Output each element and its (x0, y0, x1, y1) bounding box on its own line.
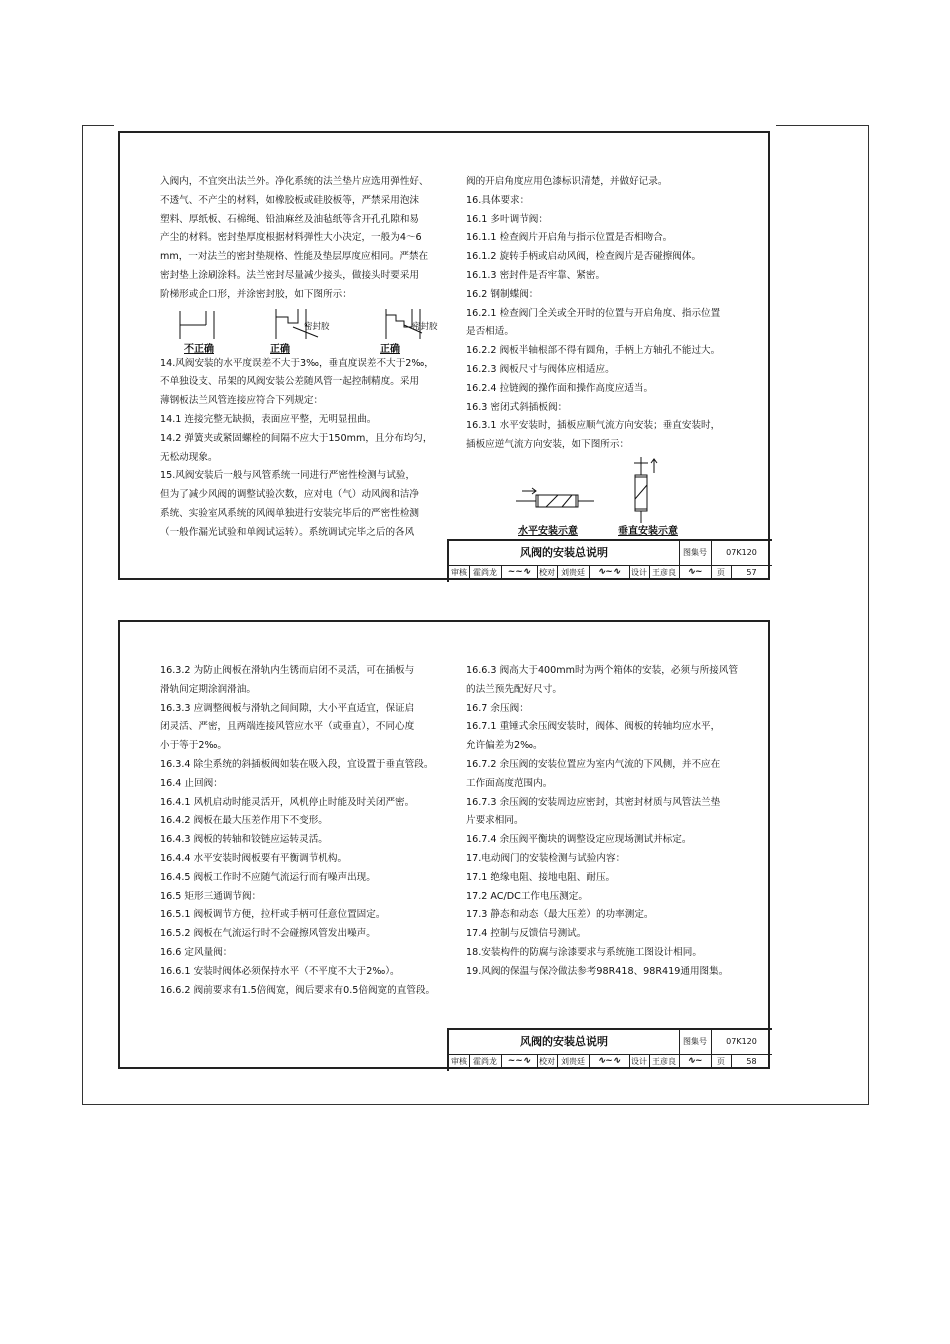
vertical-install-label: 垂直安装示意 (618, 525, 678, 537)
text-line: 闭灵活、严密，且两端连接风管应水平（或垂直），不同心度 (160, 721, 415, 733)
page-label: 页 (711, 565, 732, 580)
text-line: 工作面高度范围内。 (466, 777, 553, 789)
atlas-number: 07K120 (726, 1037, 757, 1046)
text-line: 14.2 弹簧夹或紧固螺栓的间隔不应大于150mm，且分布均匀， (160, 432, 433, 444)
sheet-border-left (82, 125, 83, 1105)
text-line: 16.4 止回阀： (160, 777, 223, 789)
page58-left-column (160, 662, 440, 1000)
seal-annotation: 密封胶 (412, 321, 438, 332)
text-line: 16.1.2 旋转手柄或启动风阀，检查阀片是否碰擦阀体。 (466, 251, 702, 263)
horizontal-install-label: 水平安装示意 (518, 525, 578, 537)
text-line: 的法兰预先配好尺寸。 (466, 683, 562, 695)
page-number: 58 (746, 1057, 757, 1066)
review-label: 审核 (449, 565, 470, 580)
text-line: 16.7 余压阀： (466, 702, 529, 714)
check-label: 校对 (537, 565, 558, 580)
text-line: 16.3.1 水平安装时，插板应顺气流方向安装；垂直安装时， (466, 420, 721, 432)
text-line: 16.6.1 安装时阀体必须保持水平（不平度不大于2‰）。 (160, 965, 400, 977)
correct-label: 正确 (270, 343, 290, 355)
text-line: 是否相适。 (466, 326, 514, 338)
text-line: 入阀内，不宜突出法兰外。净化系统的法兰垫片应选用弹性好、 (160, 176, 429, 187)
text-line: 阀的开启角度应用色漆标识清楚，并做好记录。 (466, 176, 668, 187)
reviewer-name: 霍尚龙 (469, 565, 502, 580)
text-line: 片要求相同。 (466, 815, 524, 827)
title-block-title: 风阀的安装总说明 (449, 1030, 680, 1054)
reviewer-signature: ~~∿ (501, 1054, 538, 1069)
text-line: 16.3 密闭式斜插板阀： (466, 401, 568, 413)
text-line: 系统、实验室风系统的风阀单独进行安装完毕后的严密性检测 (160, 507, 420, 519)
incorrect-label: 不正确 (184, 343, 214, 355)
text-line: 18.安装构件的防腐与涂漆要求与系统施工图设计相同。 (466, 946, 702, 958)
text-line: 允许偏差为2‰。 (466, 740, 543, 752)
correct-label: 正确 (380, 343, 400, 355)
flange-seal-figure (160, 307, 440, 355)
text-line: 16.6 定风量阀： (160, 946, 233, 958)
text-line: 16.4.1 风机启动时能灵活开，风机停止时能及时关闭严密。 (160, 796, 415, 808)
title-block-title: 风阀的安装总说明 (449, 541, 680, 565)
text-line: 19.风阀的保温与保冷做法参考98R418、98R419通用图集。 (466, 965, 729, 977)
text-line: 15.风阀安装后一般与风管系统一同进行严密性检测与试验， (160, 470, 416, 482)
text-line: 滑轨间定期涂润滑油。 (160, 683, 256, 695)
text-line: 16.4.4 水平安装时阀板要有平衡调节机构。 (160, 852, 348, 864)
title-block (447, 539, 772, 582)
text-line: 16.4.5 阀板工作时不应随气流运行而有噪声出现。 (160, 871, 376, 883)
text-line: mm，一对法兰的密封垫规格、性能及垫层厚度应相同。严禁在 (160, 251, 429, 263)
text-line: 16.2.1 检查阀门全关或全开时的位置与开启角度、指示位置 (466, 307, 721, 319)
designer-signature: ∿~ (679, 565, 712, 580)
drawing-page-57 (118, 131, 770, 580)
text-line: 阶梯形或企口形，并涂密封胶，如下图所示： (160, 288, 352, 300)
page57-right-column (466, 173, 762, 543)
text-line: 16.6.3 阀高大于400mm时为两个箱体的安装，必须与所接风管 (466, 665, 739, 676)
slide-gate-install-figure (466, 455, 762, 543)
text-line: 17.电动阀门的安装检测与试验内容： (466, 852, 626, 864)
text-line: 16.7.3 余压阀的安装周边应密封，其密封材质与风管法兰垫 (466, 796, 721, 808)
text-line: 16.2.3 阀板尺寸与阀体应相适应。 (466, 363, 615, 375)
text-line: 17.2 AC/DC工作电压测定。 (466, 890, 588, 902)
text-line: （一般作漏光试验和单阀试运转）。系统调试完毕之后的各风 (160, 526, 415, 538)
checker-signature: ∿~∿ (589, 565, 630, 580)
text-line: 16.6.2 阀前要求有1.5倍阀宽，阀后要求有0.5倍阀宽的直管段。 (160, 984, 436, 996)
checker-signature: ∿~∿ (589, 1054, 630, 1069)
text-line: 薄钢板法兰风管连接应符合下列规定： (160, 395, 324, 407)
text-line: 密封垫上涂刷涂料。法兰密封尽量减少接头，做接头时要采用 (160, 269, 420, 281)
designer-signature: ∿~ (679, 1054, 712, 1069)
text-line: 16.7.1 重锤式余压阀安装时，阀体、阀板的转轴均应水平， (466, 721, 721, 733)
design-label: 设计 (629, 1054, 650, 1069)
text-line: 但为了减少风阀的调整试验次数，应对电（气）动风阀和洁净 (160, 489, 420, 501)
text-line: 16.2.2 阀板半轴根部不得有圆角，手柄上方轴孔不能过大。 (466, 345, 721, 357)
atlas-number: 07K120 (726, 548, 757, 557)
check-label: 校对 (537, 1054, 558, 1069)
text-line: 16.5.2 阀板在气流运行时不会碰擦风管发出噪声。 (160, 928, 376, 940)
page57-left-column (160, 173, 440, 543)
text-line: 塑料、厚纸板、石棉绳、铅油麻丝及油毡纸等含开孔孔隙和易 (160, 213, 420, 225)
text-line: 16.3.4 除尘系统的斜插板阀如装在吸入段，宜设置于垂直管段。 (160, 758, 434, 770)
page58-right-column (466, 662, 762, 982)
sheet-border-top-left (82, 125, 114, 126)
text-line: 插板应逆气流方向安装，如下图所示： (466, 439, 630, 451)
text-line: 产尘的材料。密封垫厚度根据材料弹性大小决定，一般为4～6 (160, 232, 422, 244)
text-line: 16.3.3 应调整阀板与滑轨之间间隙，大小平直适宜，保证启 (160, 702, 415, 714)
page-number: 57 (746, 568, 757, 577)
text-line: 不单独设支、吊架的风阀安装公差随风管一起控制精度。采用 (160, 376, 420, 388)
checker-name: 刘贵廷 (557, 1054, 590, 1069)
atlas-number-label: 图集号 (679, 541, 712, 565)
seal-annotation: 密封胶 (304, 321, 330, 332)
page-label: 页 (711, 1054, 732, 1069)
text-line: 无松动现象。 (160, 451, 218, 463)
text-line: 16.4.2 阀板在最大压差作用下不变形。 (160, 815, 328, 827)
text-line: 16.7.2 余压阀的安装位置应为室内气流的下风侧，并不应在 (466, 758, 721, 770)
text-line: 16.具体要求： (466, 194, 530, 206)
text-line: 16.4.3 阀板的转轴和铰链应运转灵活。 (160, 834, 328, 846)
review-label: 审核 (449, 1054, 470, 1069)
design-label: 设计 (629, 565, 650, 580)
text-line: 16.5 矩形三通调节阀： (160, 890, 262, 902)
text-line: 不透气、不产尘的材料，如橡胶板或硅胶板等，严禁采用泡沫 (160, 194, 420, 206)
text-line: 17.1 绝缘电阻、接地电阻、耐压。 (466, 871, 616, 883)
text-line: 16.1.1 检查阀片开启角与指示位置是否相吻合。 (466, 232, 673, 244)
text-line: 16.2.4 拉链阀的操作面和操作高度应适当。 (466, 382, 654, 394)
text-line: 16.7.4 余压阀平衡块的调整设定应现场测试并标定。 (466, 834, 692, 846)
text-line: 16.3.2 为防止阀板在滑轨内生锈而启闭不灵活，可在插板与 (160, 665, 415, 676)
sheet-border-top-right (776, 125, 868, 126)
reviewer-signature: ~~∿ (501, 565, 538, 580)
text-line: 16.1.3 密封件是否牢靠、紧密。 (466, 269, 606, 281)
text-line: 16.2 钢制蝶阀： (466, 288, 539, 300)
drawing-page-58 (118, 620, 770, 1069)
atlas-number-label: 图集号 (679, 1030, 712, 1054)
designer-name: 王彦良 (649, 565, 680, 580)
text-line: 16.1 多叶调节阀： (466, 213, 548, 225)
flange-joint-drawing (160, 307, 440, 343)
title-block (447, 1028, 772, 1071)
sheet-border-bottom (82, 1104, 869, 1105)
reviewer-name: 霍尚龙 (469, 1054, 502, 1069)
text-line: 14.1 连接完整无缺损，表面应平整，无明显扭曲。 (160, 413, 377, 425)
text-line: 17.3 静态和动态（最大压差）的功率测定。 (466, 909, 654, 921)
text-line: 16.5.1 阀板调节方便，拉杆或手柄可任意位置固定。 (160, 909, 386, 921)
install-orientation-drawing (466, 455, 756, 525)
checker-name: 刘贵廷 (557, 565, 590, 580)
text-line: 小于等于2‰。 (160, 740, 227, 752)
text-line: 14.风阀安装的水平度误差不大于3‰，垂直度误差不大于2‰， (160, 357, 434, 369)
sheet-border-right (868, 125, 869, 1105)
designer-name: 王彦良 (649, 1054, 680, 1069)
text-line: 17.4 控制与反馈信号测试。 (466, 928, 587, 940)
